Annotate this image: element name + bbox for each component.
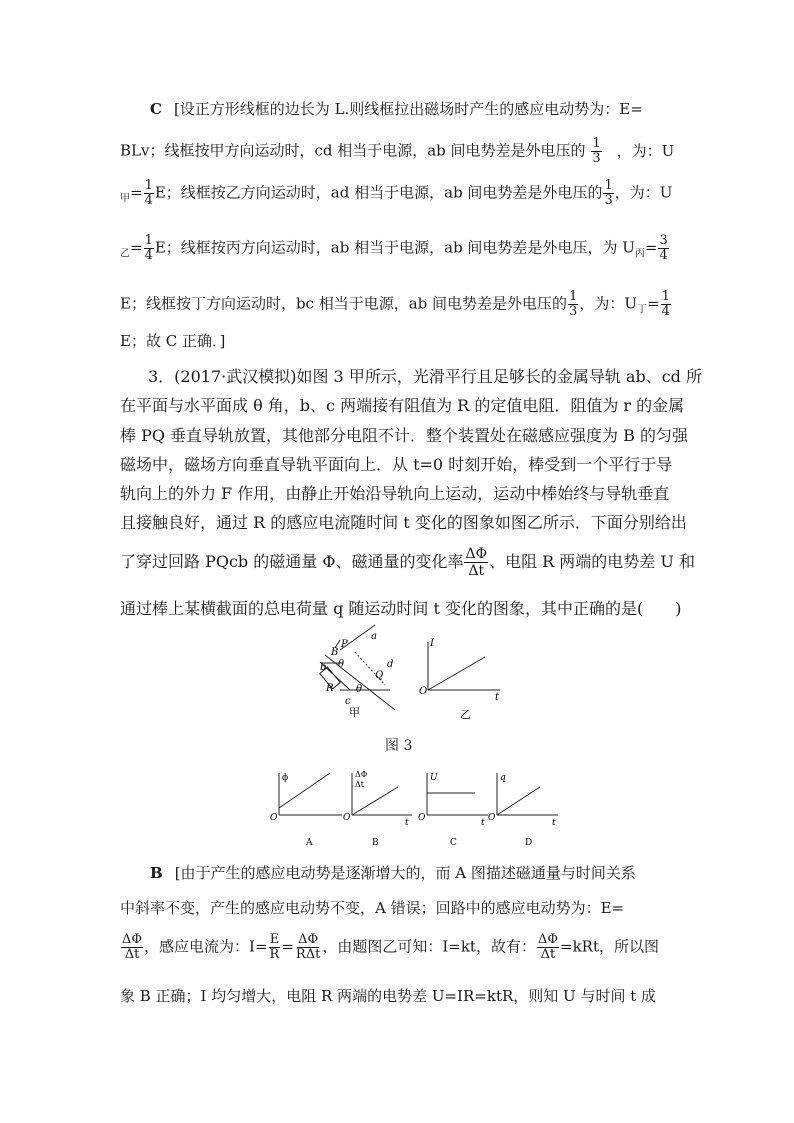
- fraction-delta-phi-delta-t: $\frac{\Delta\Phi}{\Delta t}$: [465, 546, 488, 579]
- question3-line1: 3．(2017·武汉模拟)如图 3 甲所示，光滑平行且足够长的金属导轨 ab、cd 所: [148, 367, 702, 386]
- svg-text:Δt: Δt: [355, 780, 364, 789]
- answer1-line1: C [设正方形线框的边长为 L.则线框拉出磁场时产生的感应电动势为：E=: [150, 100, 643, 118]
- label-d: d: [387, 659, 394, 670]
- answer2-line1: B [由于产生的感应电动势是逐渐增大的，而 A 图描述磁通量与时间关系: [150, 864, 636, 882]
- answer2-line2: 中斜率不变，产生的感应电动势不变，A 错误；回路中的感应电动势为：E=: [120, 899, 625, 917]
- svg-text:O: O: [270, 813, 278, 823]
- option-label-c: C: [450, 838, 457, 848]
- svg-text:I: I: [430, 638, 434, 649]
- label-R: R: [326, 683, 334, 694]
- label-theta-bottom: θ: [356, 684, 363, 695]
- svg-text:ΔΦ: ΔΦ: [355, 770, 368, 779]
- svg-text:t: t: [481, 818, 485, 828]
- fraction-one-third: $\frac{1}{3}$: [569, 289, 578, 319]
- answer2-line3: $\frac{\Delta\Phi}{\Delta t}$ ，感应电流为：I= $\frac{E}{R}$ = $\frac{\Delta\Phi}{\text{RΔt}}$ ，由题图乙可知：I=kt，故有： $\frac{\Delta\Phi}{\Delta t}$ =kRt，所以图: [122, 932, 659, 962]
- label-P: P: [341, 639, 348, 650]
- answer-letter-c: C: [150, 100, 162, 118]
- svg-text:U: U: [430, 773, 438, 783]
- fraction-e-r: $\frac{E}{R}$: [269, 932, 280, 962]
- fraction-dphi-dt-2: $\frac{\Delta\Phi}{\Delta t}$: [537, 932, 558, 962]
- label-jia: 甲: [349, 706, 360, 719]
- question3-line3: 棒 PQ 垂直导轨放置，其他部分电阻不计．整个装置处在磁感应强度为 B 的匀强: [120, 426, 688, 445]
- svg-text:t: t: [405, 818, 409, 828]
- question3-line2: 在平面与水平面成 θ 角，b、c 两端接有阻值为 R 的定值电阻．阻值为 r 的金属: [120, 396, 685, 415]
- label-B: B: [331, 647, 339, 658]
- svg-text:t: t: [552, 818, 556, 828]
- svg-text:ϕ: ϕ: [282, 773, 289, 783]
- question3-line7: 了穿过回路 PQcb 的磁通量 Φ、磁通量的变化率 $\frac{\Delta\Phi}{\Delta t}$ 、电阻 R 两端的电势差 U 和: [120, 546, 695, 579]
- svg-text:O: O: [418, 813, 426, 823]
- answer-letter-b: B: [150, 864, 163, 882]
- svg-text:O: O: [419, 686, 428, 697]
- svg-text:O: O: [343, 813, 351, 823]
- question3-line6: 且接触良好，通过 R 的感应电流随时间 t 变化的图象如图乙所示．下面分别给出: [120, 513, 687, 532]
- graph-yi: [428, 642, 500, 690]
- svg-text:t: t: [495, 692, 500, 703]
- answer1-line5: E；线框按丁方向运动时，bc 相当于电源，ab 间电势差是外电压的 $\frac{1}{3}$ ，为：$U_丁=$ $\frac{1}{4}$: [120, 289, 670, 319]
- fraction-one-quarter: $\frac{1}{4}$: [144, 233, 153, 263]
- answer2-line4: 象 B 正确；I 均匀增大，电阻 R 两端的电势差 U=IR=ktR，则知 U 与时间 t 成: [120, 987, 657, 1005]
- fraction-one-third: $\frac{1}{3}$: [604, 178, 613, 208]
- fraction-one-quarter: $\frac{1}{4}$: [144, 178, 153, 208]
- answer1-line4: $_乙$= $\frac{1}{4}$ E；线框按丙方向运动时，ab 相当于电源，ab 间电势差是外电压，为 $U_丙=$ $\frac{3}{4}$: [120, 233, 668, 263]
- label-yi: 乙: [460, 708, 471, 721]
- fraction-three-quarters: $\frac{3}{4}$: [659, 233, 668, 263]
- label-b: b: [320, 662, 327, 673]
- label-a: a: [371, 631, 377, 642]
- fraction-one-third: $\frac{1}{3}$: [592, 136, 601, 166]
- fraction-one-quarter: $\frac{1}{4}$: [661, 289, 670, 319]
- question3-line4: 磁场中，磁场方向垂直导轨平面向上．从 t=0 时刻开始，棒受到一个平行于导: [120, 455, 673, 474]
- answer1-line3: $_甲$= $\frac{1}{4}$ E；线框按乙方向运动时，ad 相当于电源，ab 间电势差是外电压的 $\frac{1}{3}$ ，为：U: [120, 178, 673, 208]
- question3-line5: 轨向上的外力 F 作用，由静止开始沿导轨向上运动，运动中棒始终与导轨垂直: [120, 484, 670, 503]
- option-label-d: D: [525, 838, 533, 848]
- label-theta-top: θ: [338, 659, 345, 670]
- diagram-jia: [320, 625, 395, 710]
- question3-line8: 通过棒上某横截面的总电荷量 q 随运动时间 t 变化的图象，其中正确的是( ): [120, 599, 682, 618]
- figure3-caption: 图 3: [385, 738, 413, 754]
- fraction-dphi-rdt: $\frac{\Delta\Phi}{\text{RΔt}}$: [295, 932, 321, 962]
- option-label-a: A: [306, 838, 313, 848]
- option-label-b: B: [372, 838, 379, 848]
- svg-text:q: q: [500, 773, 506, 783]
- answer1-line6: E；故 C 正确．]: [120, 332, 226, 350]
- answer1-line2: BLv；线框按甲方向运动时，cd 相当于电源，ab 间电势差是外电压的 $\frac{1}{3}$ ，为：U: [120, 136, 675, 166]
- option-graphs: [0, 765, 794, 855]
- fraction-dphi-dt: $\frac{\Delta\Phi}{\Delta t}$: [122, 932, 143, 962]
- label-c: c: [345, 696, 351, 707]
- label-Q: Q: [375, 670, 384, 681]
- svg-text:O: O: [488, 813, 496, 823]
